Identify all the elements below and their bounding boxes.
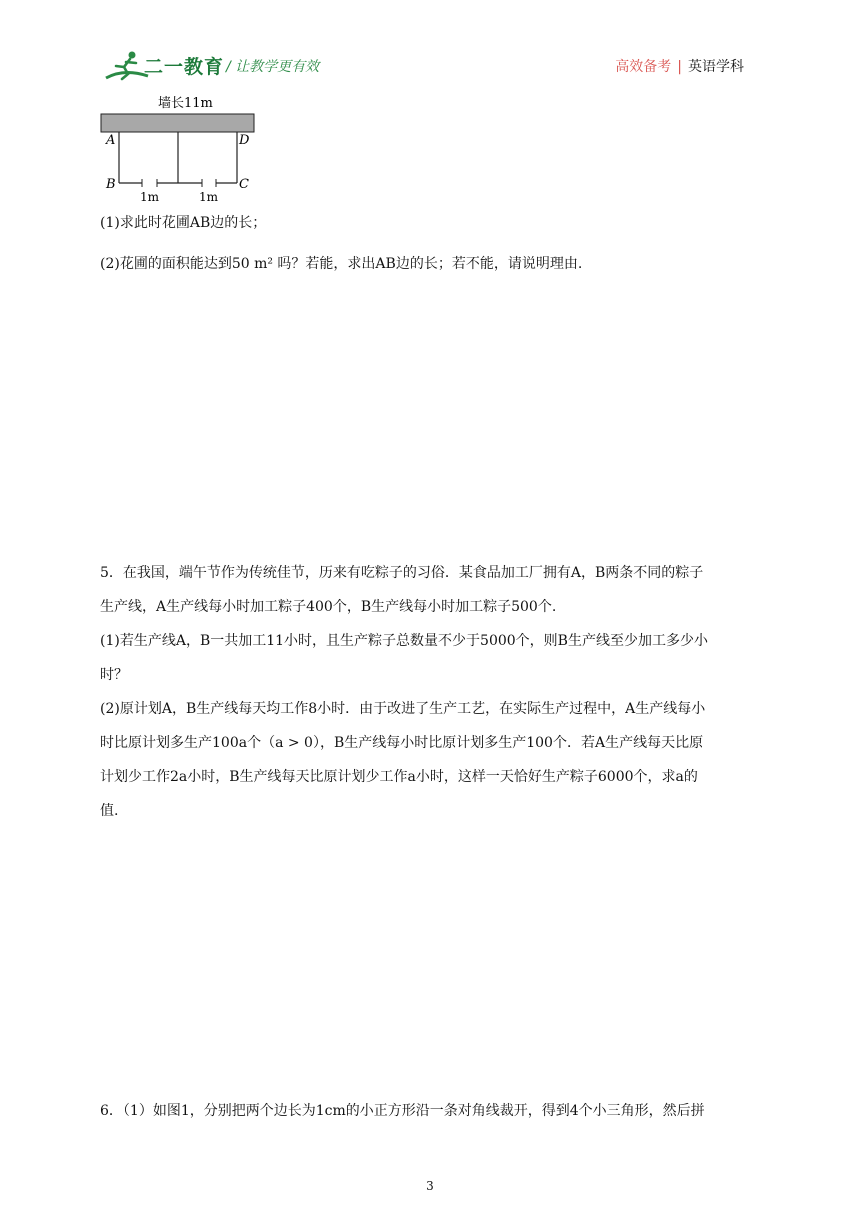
- q5-line5: (2)原计划A，B生产线每天均工作8小时．由于改进了生产工艺，在实际生产过程中，A生产线每小: [100, 701, 706, 717]
- q6-line1: 6．（1）如图1，分别把两个边长为1cm的小正方形沿一条对角线裁开，得到4个小三角形，然后拼: [100, 1103, 705, 1119]
- q4-part2: (2)花圃的面积能达到50 m² 吗？若能，求出AB边的长；若不能，请说明理由.: [100, 256, 583, 272]
- q5-line6: 时比原计划多生产100a个（a > 0），B生产线每小时比原计划多生产100个．若A生产线每天比原: [100, 735, 704, 751]
- question-5: [100, 562, 770, 834]
- q5-line3: (1)若生产线A，B一共加工11小时，且生产粽子总数量不少于5000个，则B生产线至少加工多少小: [100, 633, 708, 649]
- q5-line8: 值.: [100, 803, 119, 819]
- q5-line4: 时？: [100, 667, 128, 683]
- q5-line7: 计划少工作2a小时，B生产线每天比原计划少工作a小时，这样一天恰好生产粽子6000个，求a的: [100, 769, 698, 785]
- subject-label: 英语学科: [688, 59, 744, 75]
- wall-label: 墙长11m: [158, 96, 213, 111]
- label-d: D: [239, 133, 250, 148]
- header-separator: |: [677, 59, 682, 75]
- slogan: / 让教学更有效: [226, 59, 320, 75]
- page-number: 3: [426, 1179, 434, 1193]
- label-c: C: [239, 177, 249, 192]
- gap2-label: 1m: [199, 190, 219, 204]
- q5-line1: 5．在我国，端午节作为传统佳节，历来有吃粽子的习俗．某食品加工厂拥有A，B两条不同的粽子: [100, 565, 704, 581]
- garden-diagram: [96, 92, 266, 204]
- header-right: [615, 56, 744, 76]
- q4-part1: (1)求此时花圃AB边的长；: [100, 215, 267, 231]
- label-a: A: [106, 133, 116, 148]
- q5-line2: 生产线，A生产线每小时加工粽子400个，B生产线每小时加工粽子500个.: [100, 599, 557, 615]
- exam-prep-label: 高效备考: [615, 59, 672, 75]
- page-header: [104, 46, 754, 86]
- logo-text: 二一教育: [144, 56, 225, 78]
- gap1-label: 1m: [140, 190, 160, 204]
- wall: [101, 114, 254, 132]
- label-b: B: [106, 177, 116, 192]
